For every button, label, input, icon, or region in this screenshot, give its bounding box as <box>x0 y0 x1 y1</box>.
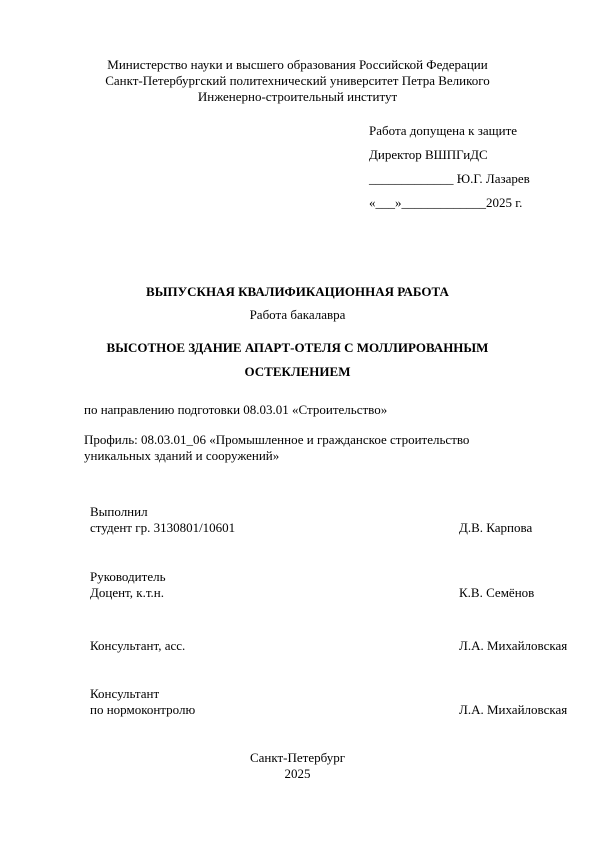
institute-name: Инженерно-строительный институт <box>197 89 398 104</box>
approval-admitted: Работа допущена к защите <box>369 123 518 138</box>
work-type-title: ВЫПУСКНАЯ КВАЛИФИКАЦИОННАЯ РАБОТА <box>146 284 449 299</box>
study-direction: по направлению подготовки 08.03.01 «Строительство» <box>84 402 388 417</box>
approval-date: «___»_____________2025 г. <box>369 195 523 210</box>
supervisor-name: К.В. Семёнов <box>459 585 535 600</box>
approval-signature: _____________ Ю.Г. Лазарев <box>369 171 530 186</box>
degree-subtitle: Работа бакалавра <box>249 307 346 322</box>
normcontrol-label: Консультант <box>90 686 160 701</box>
supervisor-title: Доцент, к.т.н. <box>90 585 164 600</box>
consultant-label: Консультант, асс. <box>90 638 186 653</box>
performer-label: Выполнил <box>90 504 148 519</box>
profile-line1: Профиль: 08.03.01_06 «Промышленное и гражданское строительство <box>84 432 470 447</box>
performer-name: Д.В. Карпова <box>459 520 533 535</box>
approval-director: Директор ВШПГиДС <box>369 147 488 162</box>
consultant-name: Л.А. Михайловская <box>459 638 568 653</box>
topic-title-line2: ОСТЕКЛЕНИЕМ <box>244 364 351 379</box>
normcontrol-name: Л.А. Михайловская <box>459 702 568 717</box>
normcontrol-label2: по нормоконтролю <box>90 702 196 717</box>
profile-line2: уникальных зданий и сооружений» <box>84 448 280 463</box>
university-name: Санкт-Петербургский политехнический университет Петра Великого <box>105 73 490 88</box>
footer-city: Санкт-Петербург <box>249 750 346 765</box>
supervisor-label: Руководитель <box>90 569 166 584</box>
topic-title-line1: ВЫСОТНОЕ ЗДАНИЕ АПАРТ-ОТЕЛЯ С МОЛЛИРОВАННЫМ <box>106 340 489 355</box>
performer-group: студент гр. 3130801/10601 <box>90 520 236 535</box>
footer-year: 2025 <box>284 766 311 781</box>
ministry-name: Министерство науки и высшего образования Российской Федерации <box>107 57 488 72</box>
